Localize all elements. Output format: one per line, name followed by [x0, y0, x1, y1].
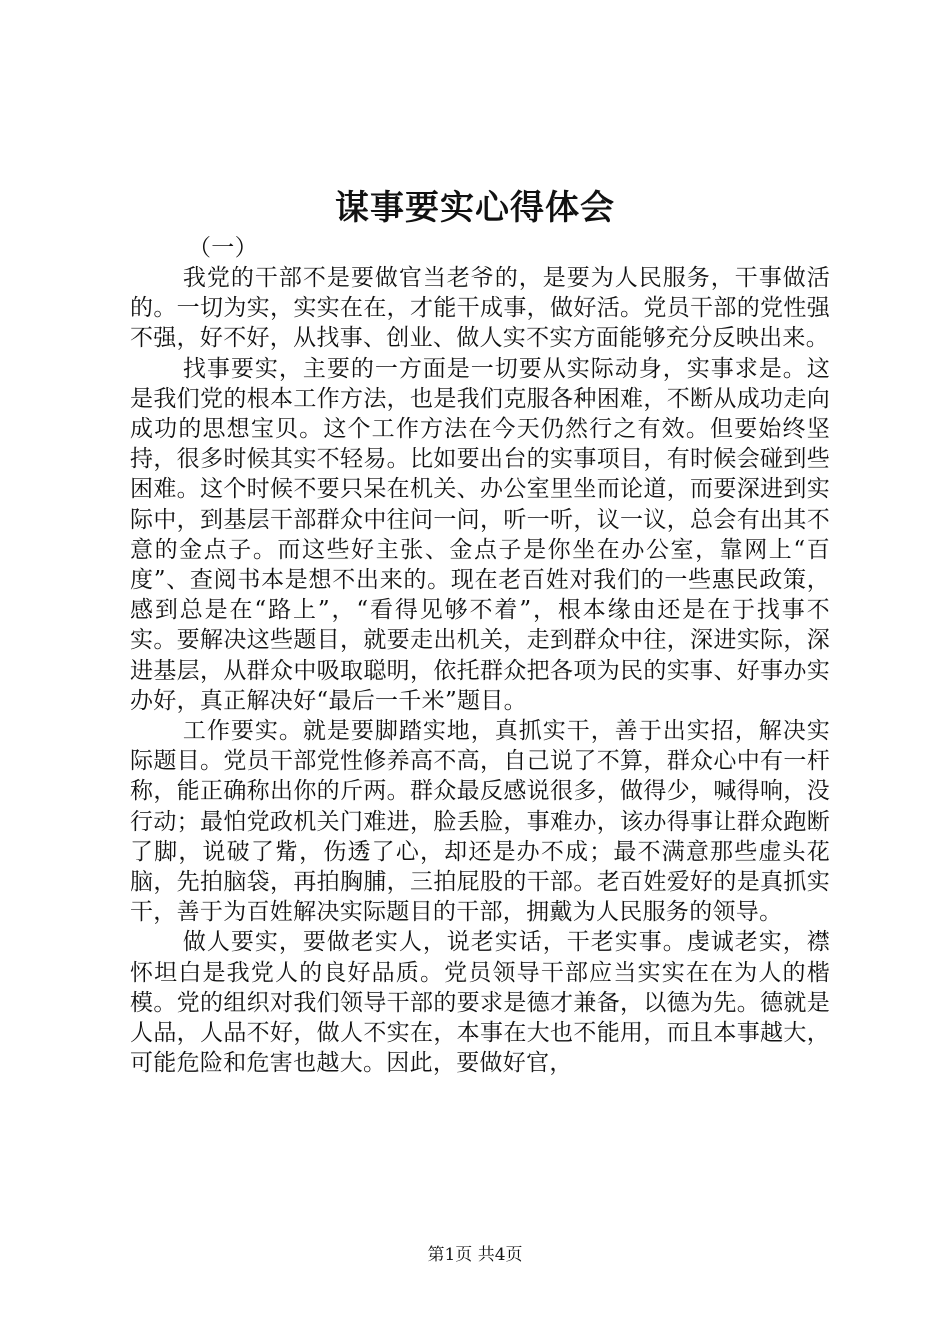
document-body — [130, 233, 830, 1078]
paragraph-conduct: 做人要实，要做老实人，说老实话，干老实事。虔诚老实，襟怀坦白是我党人的良好品质。党员领导干部应当实实在在为人的楷模。党的组织对我们领导干部的要求是德才兼备，以德为先。德就是人品，人品不好，做人不实在，本事在大也不能用，而且本事越大，可能危险和危害也越大。因此，要做好官， — [130, 929, 830, 1077]
paragraph-intro: 我党的干部不是要做官当老爷的，是要为人民服务，干事做活的。一切为实，实实在在，才能干成事，做好活。党员干部的党性强不强，好不好，从找事、创业、做人实不实方面能够充分反映出来。 — [130, 265, 830, 352]
page-footer: 第1页 共4页 — [427, 1245, 523, 1265]
paragraph-work: 工作要实。就是要脚踏实地，真抓实干，善于出实招，解决实际题目。党员干部党性修养高不高，自己说了不算，群众心中有一杆称，能正确称出你的斤两。群众最反感说很多，做得少，喊得响，没行动；最怕党政机关门难进，脸丢脸，事难办，该办得事让群众跑断了脚，说破了觜，伤透了心，却还是办不成；最不满意那些虚头花脑，先拍脑袋，再拍胸脯，三拍屁股的干部。老百姓爱好的是真抓实干，善于为百姓解决实际题目的干部，拥戴为人民服务的领导。 — [130, 718, 830, 926]
section-marker: （一） — [188, 235, 258, 261]
paragraph-planning: 找事要实，主要的一方面是一切要从实际动身，实事求是。这是我们党的根本工作方法，也是我们克服各种困难，不断从成功走向成功的思想宝贝。这个工作方法在今天仍然行之有效。但要始终坚持，很多时候其实不轻易。比如要出台的实事项目，有时候会碰到些困难。这个时候不要只呆在机关、办公室里坐而论道，而要深进到实际中，到基层干部群众中往问一问，听一听，议一议，总会有出其不意的金点子。而这些好主张、金点子是你坐在办公室，靠网上“百度”、查阅书本是想不出来的。现在老百姓对我们的一些惠民政策，感到总是在“路上”，“看得见够不着”，根本缘由还是在于找事不实。要解决这些题目，就要走出机关，走到群众中往，深进实际，深进基层，从群众中吸取聪明，依托群众把各项为民的实事、好事办实办好，真正解决好“最后一千米”题目。 — [130, 355, 830, 714]
page-title: 谋事要实心得体会 — [335, 188, 615, 228]
